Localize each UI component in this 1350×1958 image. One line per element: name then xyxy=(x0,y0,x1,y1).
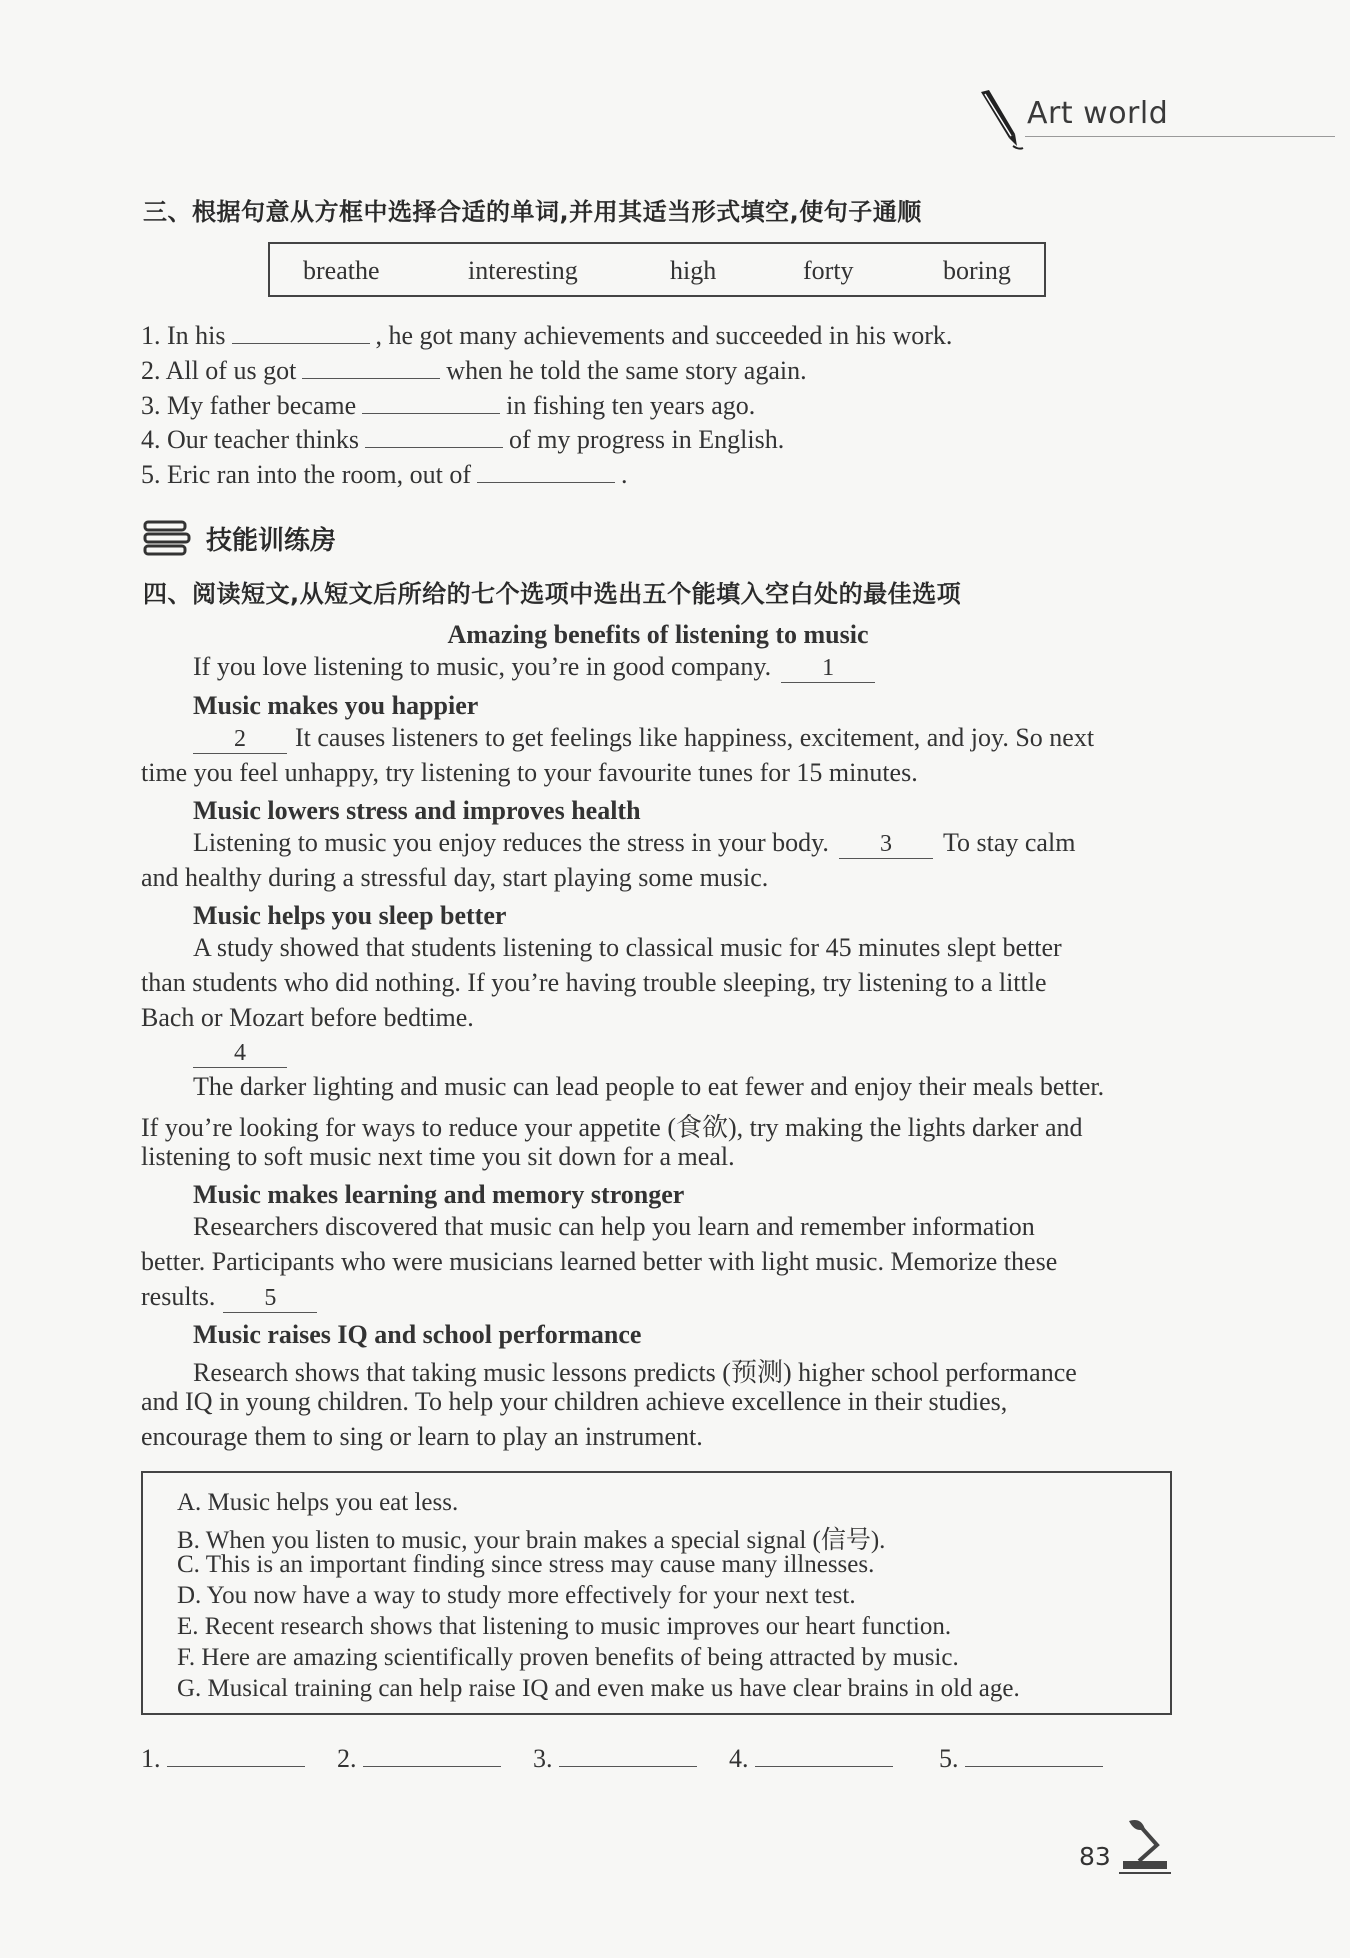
answer-blank[interactable] xyxy=(302,352,440,379)
paragraph-line: If you’re looking for ways to reduce your appetite (食欲), try making the lights darker and xyxy=(141,1113,1083,1142)
option-item: B. When you listen to music, your brain makes a special signal (信号). xyxy=(177,1527,886,1554)
subheading: Music makes learning and memory stronger xyxy=(193,1180,685,1209)
gap-5[interactable]: 5 xyxy=(223,1285,317,1313)
answer-slot-5[interactable]: 5. xyxy=(939,1740,1103,1774)
book-stack-icon xyxy=(143,518,193,558)
section3-heading: 三、根据句意从方框中选择合适的单词,并用其适当形式填空,使句子通顺 xyxy=(143,198,922,226)
word-bank xyxy=(268,242,1046,297)
header-divider xyxy=(1025,136,1335,137)
option-item: D. You now have a way to study more effectively for your next test. xyxy=(177,1582,856,1609)
subheading: Music makes you happier xyxy=(193,691,479,720)
answer-blank[interactable] xyxy=(362,387,500,414)
sentence-2: 2. All of us got when he told the same story again. xyxy=(141,352,807,386)
answer-blank[interactable] xyxy=(232,317,370,344)
answer-slot-2[interactable]: 2. xyxy=(337,1740,501,1774)
answer-slot-1[interactable]: 1. xyxy=(141,1740,305,1774)
answer-blank[interactable] xyxy=(365,421,503,448)
word-bank-item: boring xyxy=(943,256,1011,285)
answer-slot-3[interactable]: 3. xyxy=(533,1740,697,1774)
option-item: C. This is an important finding since stress may cause many illnesses. xyxy=(177,1551,875,1578)
gap-4[interactable]: 4 xyxy=(193,1040,287,1068)
word-bank-item: high xyxy=(670,256,717,285)
paragraph-line: and healthy during a stressful day, start playing some music. xyxy=(141,863,769,892)
page-number: 83 xyxy=(1079,1842,1111,1871)
paragraph-line: Bach or Mozart before bedtime. xyxy=(141,1003,474,1032)
answer-slot-4[interactable]: 4. xyxy=(729,1740,893,1774)
word-bank-item: forty xyxy=(803,256,854,285)
header-title: Art world xyxy=(1027,96,1169,131)
option-item: F. Here are amazing scientifically proven benefits of being attracted by music. xyxy=(177,1644,959,1671)
paragraph-line: Researchers discovered that music can help you learn and remember information xyxy=(193,1212,1035,1241)
answer-blank[interactable] xyxy=(477,456,615,483)
option-item: A. Music helps you eat less. xyxy=(177,1489,459,1516)
gap-2[interactable]: 2 xyxy=(193,726,287,754)
paragraph-line xyxy=(193,1037,287,1068)
options-box xyxy=(141,1471,1172,1715)
paragraph-line: Listening to music you enjoy reduces the stress in your body. 3 To stay calm xyxy=(193,828,1076,857)
subheading: Music lowers stress and improves health xyxy=(193,796,641,825)
gap-1[interactable]: 1 xyxy=(781,655,875,683)
page-header xyxy=(975,88,1335,148)
paragraph-line: and IQ in young children. To help your children achieve excellence in their studies, xyxy=(141,1387,1008,1416)
paragraph-line: listening to soft music next time you sit down for a meal. xyxy=(141,1142,735,1171)
paragraph-line: better. Participants who were musicians learned better with light music. Memorize these xyxy=(141,1247,1058,1276)
option-item: G. Musical training can help raise IQ and even make us have clear brains in old age. xyxy=(177,1675,1020,1702)
subheading: Music helps you sleep better xyxy=(193,901,507,930)
paragraph-line: results. 5 xyxy=(141,1282,321,1313)
sentence-4: 4. Our teacher thinks of my progress in English. xyxy=(141,421,784,455)
desk-lamp-icon xyxy=(1115,1815,1175,1875)
pen-icon xyxy=(975,88,1025,152)
option-item: E. Recent research shows that listening to music improves our heart function. xyxy=(177,1613,952,1640)
article-title: Amazing benefits of listening to music xyxy=(447,620,869,649)
paragraph-line: encourage them to sing or learn to play an instrument. xyxy=(141,1422,703,1451)
word-bank-item: breathe xyxy=(303,256,380,285)
paragraph-line: Research shows that taking music lessons predicts (预测) higher school performance xyxy=(193,1358,1077,1387)
article-intro: If you love listening to music, you’re in good company. 1 xyxy=(193,652,879,683)
paragraph-line: than students who did nothing. If you’re having trouble sleeping, try listening to a little xyxy=(141,968,1047,997)
paragraph-line: time you feel unhappy, try listening to your favourite tunes for 15 minutes. xyxy=(141,758,918,787)
paragraph-line: 2 It causes listeners to get feelings like happiness, excitement, and joy. So next xyxy=(193,723,1094,754)
skills-section-title: 技能训练房 xyxy=(206,526,337,556)
sentence-1: 1. In his , he got many achievements and succeeded in his work. xyxy=(141,317,952,351)
sentence-5: 5. Eric ran into the room, out of . xyxy=(141,456,627,490)
paragraph-line: A study showed that students listening to classical music for 45 minutes slept better xyxy=(193,933,1062,962)
gap-3[interactable]: 3 xyxy=(839,831,933,859)
sentence-3: 3. My father became in fishing ten years ago. xyxy=(141,387,755,421)
word-bank-item: interesting xyxy=(468,256,578,285)
section4-heading: 四、阅读短文,从短文后所给的七个选项中选出五个能填入空白处的最佳选项 xyxy=(143,580,962,608)
subheading: Music raises IQ and school performance xyxy=(193,1320,642,1349)
paragraph-line: The darker lighting and music can lead people to eat fewer and enjoy their meals better. xyxy=(193,1072,1105,1101)
